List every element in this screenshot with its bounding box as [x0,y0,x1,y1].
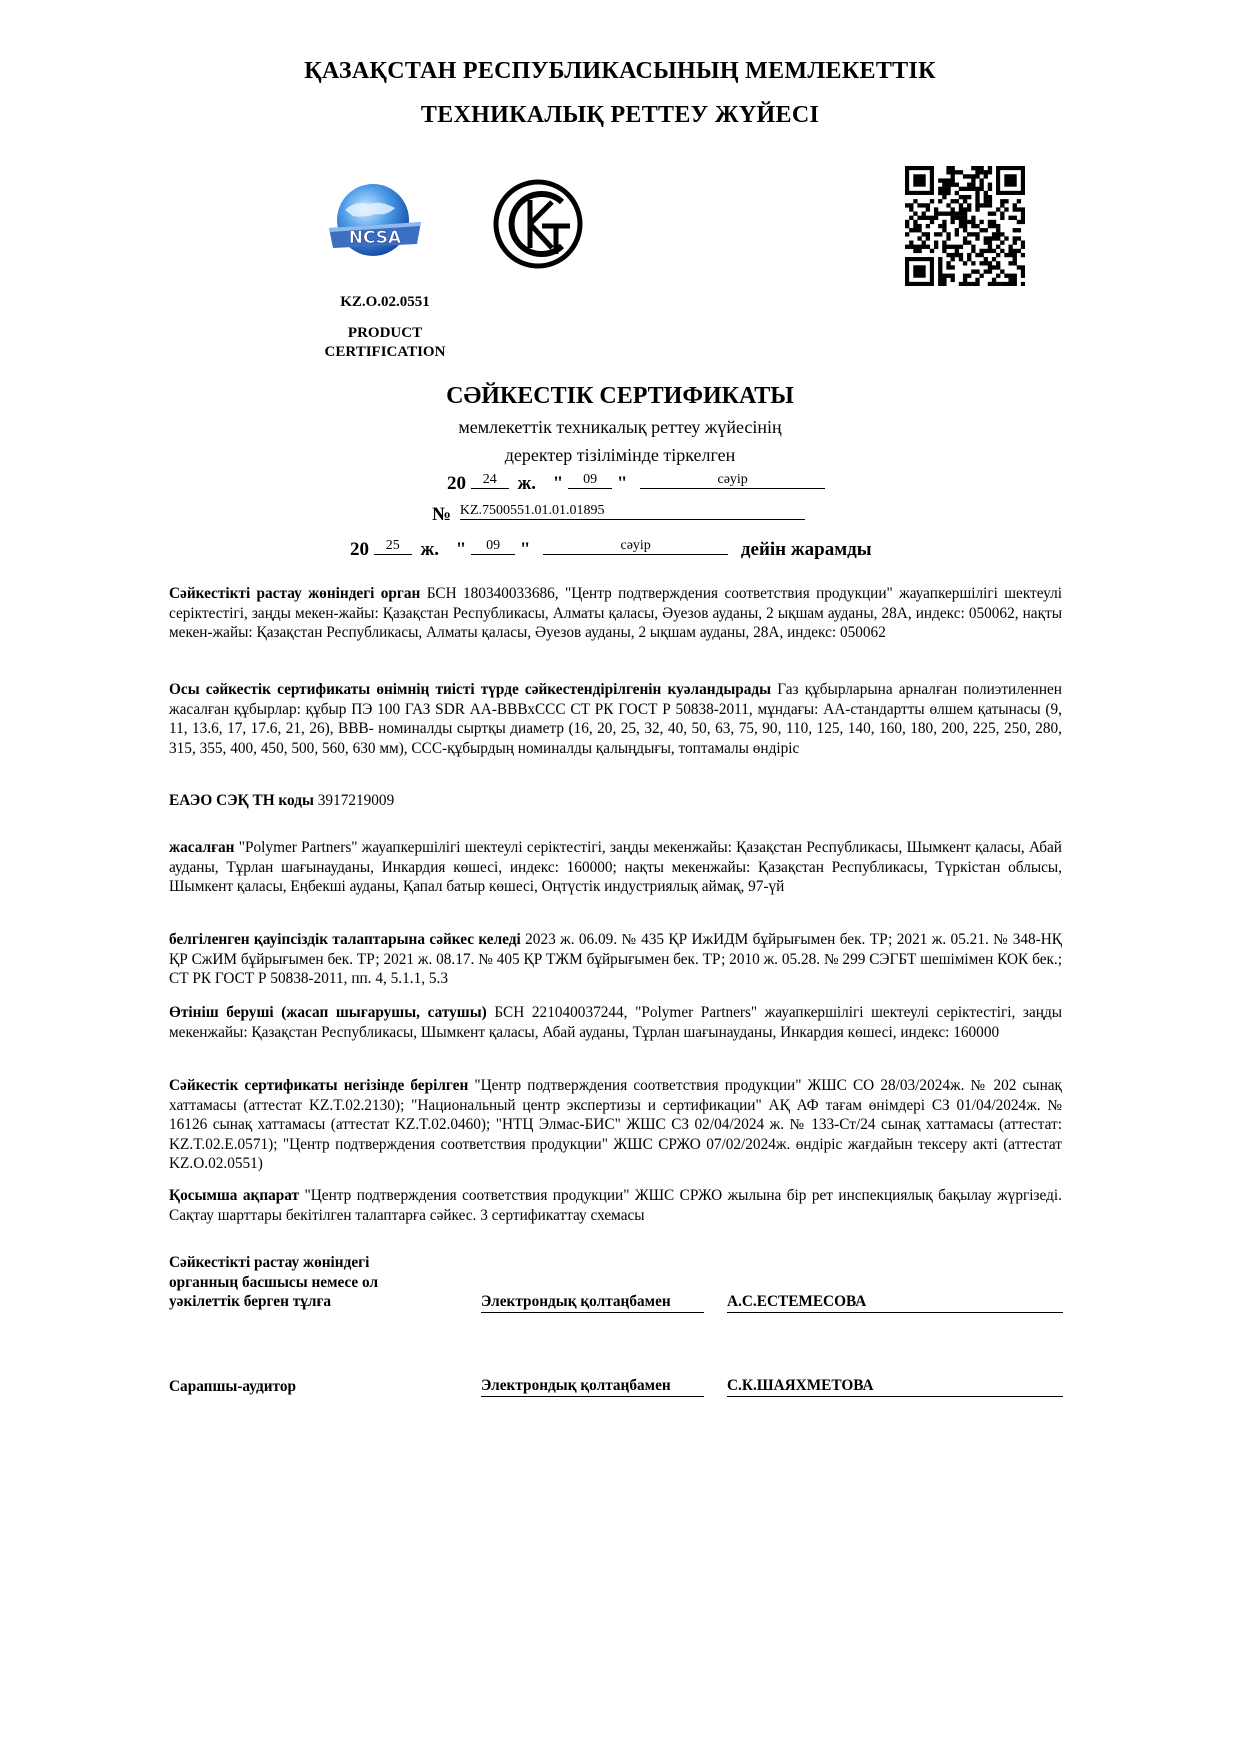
valid-day: 09 [471,538,515,555]
section-product-text: Газ құбырларына арналған полиэтиленнен жасалған құбырлар: құбыр ПЭ 100 ГАЗ SDR АА-ВВВхССС СТ РК ГОСТ Р 50838-2011, мұндағы: АА-стандартты өлшем қатынасы (9, 11, 13.6, 17, 17.6, 21, 26), ВВВ- номиналды сыртқы диаметр (16, 20, 25, 32, 40, 50, 63, 75, 90, 110, 125, 140, 160, 180, 200, 225, 250, 280, 315, 355, 400, 450, 500, 560, 630 мм), ССС-құбырдың номиналды қалыңдығы, топтамалы өндіріс [169,681,1062,757]
section-product-label: Осы сәйкестік сертификаты өнімнің тиісті түрде сәйкестендірілгенін куәландырады [169,681,772,698]
certificate-number-row [432,503,805,526]
section-additional-label: Қосымша ақпарат [169,1187,300,1204]
valid-prefix: 20 [350,539,369,560]
certificate-subtitle-2: деректер тізілімінде тіркелген [504,445,736,465]
certificate-title: СӘЙКЕСТІК СЕРТИФИКАТЫ [446,383,794,409]
section-applicant-label: Өтініш беруші (жасап шығарушы, сатушы) [169,1004,487,1021]
signature-head-method: Электрондық қолтаңбамен [481,1293,704,1313]
signature-head-role-2: органның басшысы немесе ол [169,1273,379,1291]
section-tn-code [169,791,1062,811]
section-additional-text: "Центр подтверждения соответствия продукции" ЖШС СРЖО жылына бір рет инспекциялық бақылау жүргізеді. Сақтау шарттары бекітілген талаптарға сәйкес. 3 сертификаттау схемасы [169,1187,1062,1224]
ncsa-logo-text: NCSA [348,228,402,248]
reg-year: 24 [471,472,509,489]
reg-quote-open: " [552,473,564,494]
reg-day: 09 [568,472,612,489]
valid-zh: ж. [420,539,440,560]
section-tn-code-text: 3917219009 [313,792,395,809]
valid-month: сәуір [543,538,728,555]
valid-quote-open: " [455,539,467,560]
section-organ [169,584,1062,643]
section-manufacturer-text: "Polymer Partners" жауапкершілігі шектеулі серіктестігі, заңды мекенжайы: Қазақстан Республикасы, Шымкент қаласы, Абай ауданы, Тұрлан шағынауданы, Инкардия көшесі, индекс: 160000; нақты мекенжайы: Қазақстан Республикасы, Түркістан облысы, Шымкент қаласы, Еңбекші ауданы, Қапал батыр көшесі, Оңтүстік индустриялық аймақ, 97-үй [169,839,1062,895]
signature-auditor-name: С.К.ШАЯХМЕТОВА [727,1377,1063,1397]
section-manufacturer-label: жасалған [169,839,235,856]
signature-head-role-3: уәкілеттік берген тұлға [169,1293,332,1310]
section-basis [169,1076,1062,1174]
signature-auditor-method: Электрондық қолтаңбамен [481,1377,704,1397]
reg-zh: ж. [517,473,537,494]
certificate-subtitle-1: мемлекеттік техникалық реттеу жүйесінің [458,417,782,437]
valid-suffix: дейін жарамды [740,539,872,560]
section-additional [169,1186,1062,1225]
accreditation-line-1: PRODUCT [347,325,423,341]
section-applicant [169,1003,1062,1042]
number-label: № [432,504,452,525]
header-line-1: ҚАЗАҚСТАН РЕСПУБЛИКАСЫНЫҢ МЕМЛЕКЕТТІК [304,58,936,84]
section-requirements [169,930,1062,989]
accreditation-label [300,324,470,362]
qr-code [905,166,1025,286]
signature-head-role-1: Сәйкестікті растау жөніндегі [169,1254,370,1271]
registration-date [447,472,825,495]
signature-auditor-role: Сарапшы-аудитор [169,1378,296,1395]
section-basis-label: Сәйкестік сертификаты негізінде берілген [169,1077,469,1094]
valid-until-row [350,538,872,561]
section-requirements-label: белгіленген қауіпсіздік талаптарына сәйкес келеді [169,931,521,948]
header-line-2: ТЕХНИКАЛЫҚ РЕТТЕУ ЖҮЙЕСІ [420,102,820,128]
reg-prefix: 20 [447,473,466,494]
section-applicant-text: БСН 221040037244, "Polymer Partners" жауапкершілігі шектеулі серіктестігі, заңды мекенжайы: Қазақстан Республикасы, Шымкент қаласы, Абай ауданы, Тұрлан шағынауданы, Инкардия көшесі, индекс: 160000 [169,1004,1063,1041]
signature-head-role [169,1253,429,1312]
section-organ-label: Сәйкестікті растау жөніндегі орган [169,585,421,602]
reg-month: сәуір [640,472,825,489]
kz-conformity-mark [492,178,584,270]
accreditation-line-2: CERTIFICATION [324,344,446,360]
section-requirements-text: 2023 ж. 06.09. № 435 ҚР ИжИДМ бұйрығымен бек. ТР; 2021 ж. 05.21. № 348-НҚ ҚР СжИМ бұйрығымен бек. ТР; 2021 ж. 08.17. № 405 ҚР ТЖМ бұйрығымен бек. ТР; 2010 ж. 05.28. № 299 СЭГБТ шешімімен КОК бек.; СТ РК ГОСТ Р 50838-2011, пп. 4, 5.1.1, 5.3 [169,931,1063,987]
reg-quote-close: " [616,473,628,494]
section-basis-text: "Центр подтверждения соответствия продукции" ЖШС СО 28/03/2024ж. № 202 сынақ хаттамасы (аттестат KZ.T.02.2130); "Национальный центр экспертизы и сертификации" АҚ АФ тағам өнімдері СЗ 01/04/2024ж. № 16126 сынақ хаттамасы (аттестат KZ.T.02.0460); "НТЦ Элмас-БИС" ЖШС СЗ 02/04/2024 ж. № 133-Ст/24 сынақ хаттамасы (аттестат: KZ.T.02.E.0571); "Центр подтверждения соответствия продукции" ЖШС СРЖО 07/02/2024ж. өндіріс жағдайын тексеру акті (аттестат KZ.O.02.0551) [169,1077,1062,1172]
section-product [169,680,1062,758]
ncsa-globe-logo [325,182,425,264]
valid-year: 25 [374,538,412,555]
section-organ-text: БСН 180340033686, "Центр подтверждения соответствия продукции" жауапкершілігі шектеулі серіктестігі, заңды мекен-жайы: Қазақстан Республикасы, Алматы қаласы, Әуезов ауданы, 2 ықшам ауданы, 28А, индекс: 050062, нақты мекен-жайы: Қазақстан Республикасы, Алматы қаласы, Әуезов ауданы, 2 ықшам ауданы, 28А, индекс: 050062 [169,585,1062,641]
valid-quote-close: " [519,539,531,560]
signature-head-name: А.С.ЕСТЕМЕСОВА [727,1293,1063,1313]
section-manufacturer [169,838,1062,897]
certificate-number: KZ.7500551.01.01.01895 [460,503,805,520]
section-tn-code-label: ЕАЭО СЭҚ ТН коды [169,792,314,809]
accreditation-code: KZ.O.02.0551 [340,294,430,310]
